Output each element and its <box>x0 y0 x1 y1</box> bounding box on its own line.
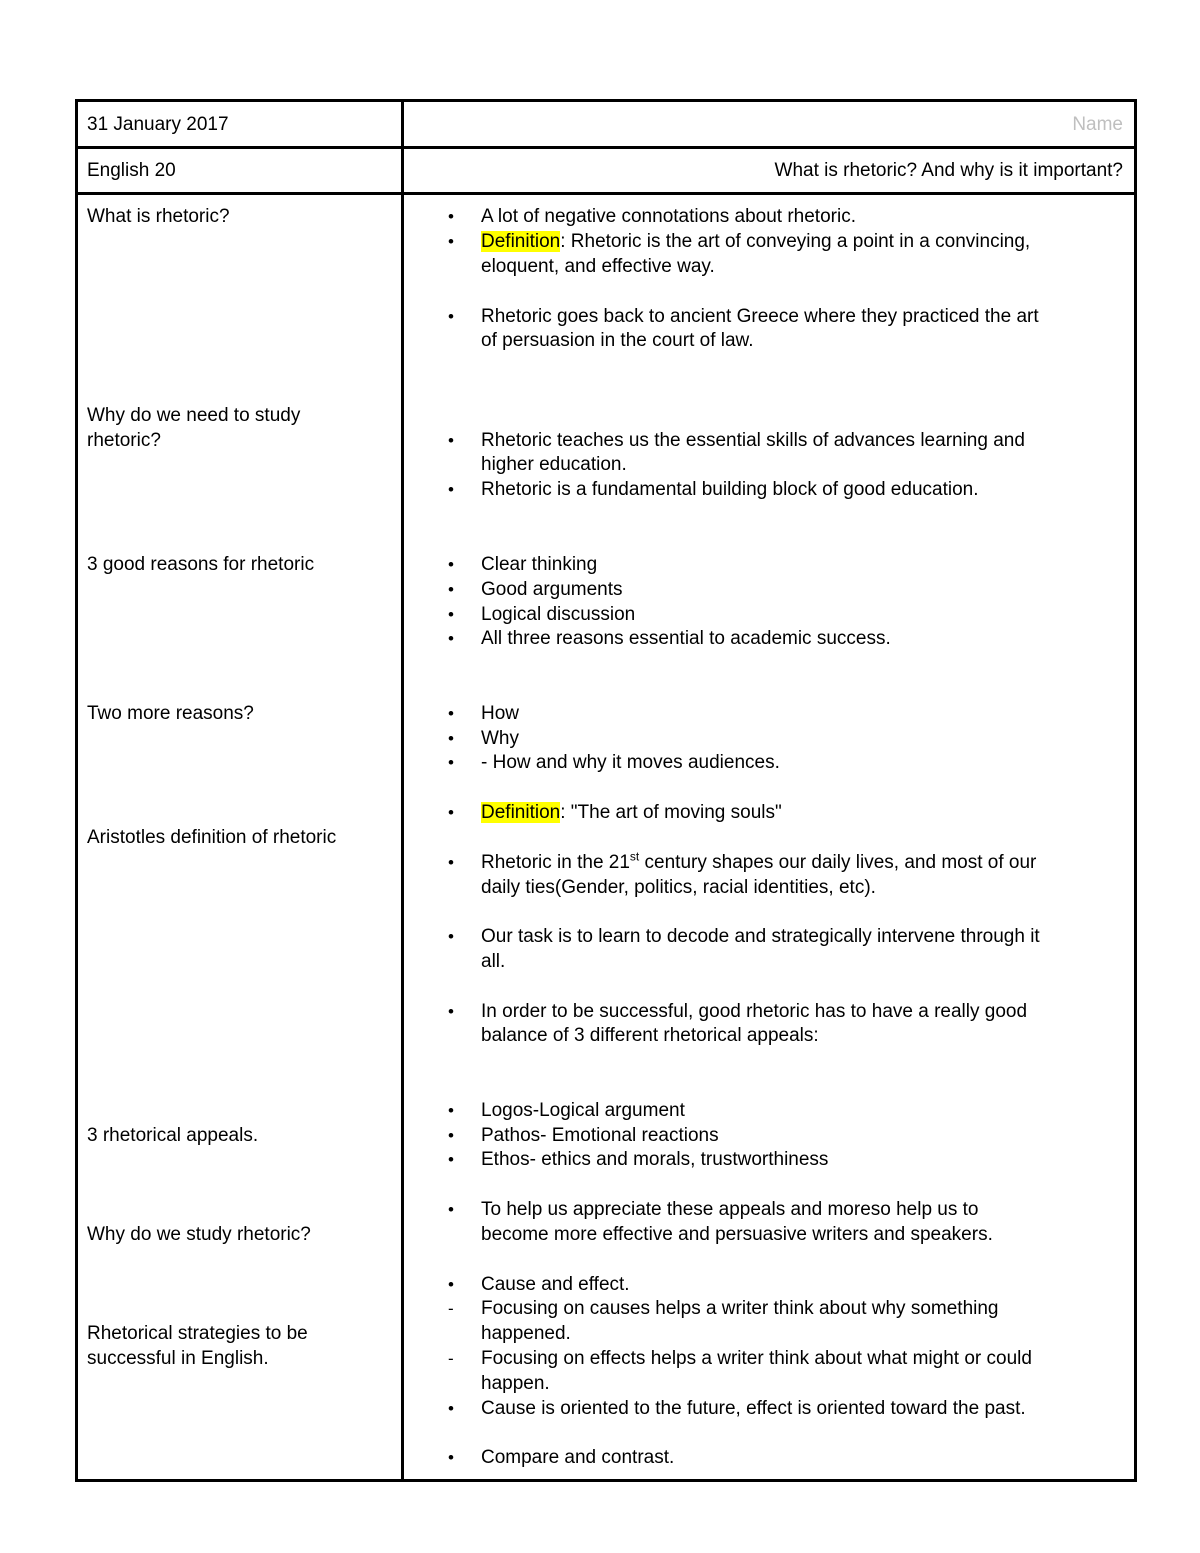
bullet-marker: • <box>448 803 454 822</box>
note-line: balance of 3 different rhetorical appeals: <box>481 1025 819 1046</box>
note-line: Cause and effect. <box>481 1274 630 1295</box>
cue-strategies-line2: successful in English. <box>87 1348 269 1369</box>
definition-highlight: Definition <box>481 231 561 252</box>
note-definition-line <box>481 229 1030 254</box>
bullet-marker: • <box>448 1150 454 1169</box>
note-line: Focusing on causes helps a writer think about why something <box>481 1298 999 1319</box>
note-text: century shapes our daily lives, and most of our <box>639 852 1037 873</box>
cue-three-reasons: 3 good reasons for rhetoric <box>87 554 315 575</box>
note-line: higher education. <box>481 454 627 475</box>
bullet-marker: • <box>448 480 454 499</box>
date-cell: 31 January 2017 <box>87 114 229 135</box>
note-line: Rhetoric goes back to ancient Greece where they practiced the art <box>481 306 1039 327</box>
note-line: Focusing on effects helps a writer think about what might or could <box>481 1348 1032 1369</box>
note-line: become more effective and persuasive writers and speakers. <box>481 1224 993 1245</box>
bullet-marker: • <box>448 1200 454 1219</box>
note-text: Rhetoric in the 21 <box>481 852 630 873</box>
cornell-notes-table <box>75 99 1137 1482</box>
bullet-marker: • <box>448 580 454 599</box>
bullet-marker: • <box>448 1275 454 1294</box>
note-line: all. <box>481 951 506 972</box>
cue-why-we-study: Why do we study rhetoric? <box>87 1224 311 1245</box>
note-line: Cause is oriented to the future, effect is oriented toward the past. <box>481 1398 1026 1419</box>
bullet-marker: • <box>448 431 454 450</box>
cue-two-more-reasons: Two more reasons? <box>87 703 254 724</box>
note-line: A lot of negative connotations about rhetoric. <box>481 206 856 227</box>
bullet-marker: • <box>448 927 454 946</box>
bullet-marker: • <box>448 1101 454 1120</box>
column-divider <box>401 102 404 1479</box>
note-line: Rhetoric teaches us the essential skills of advances learning and <box>481 430 1025 451</box>
note-line: Compare and contrast. <box>481 1447 675 1468</box>
bullet-marker: • <box>448 704 454 723</box>
bullet-marker: • <box>448 1448 454 1467</box>
cue-rhetorical-appeals: 3 rhetorical appeals. <box>87 1125 259 1146</box>
note-line: happen. <box>481 1373 550 1394</box>
dash-marker: - <box>448 1299 454 1318</box>
bullet-marker: • <box>448 1002 454 1021</box>
bullet-marker: • <box>448 1399 454 1418</box>
note-line: Why <box>481 728 519 749</box>
topic-title: What is rhetoric? And why is it important? <box>774 160 1123 181</box>
note-line <box>481 850 1036 875</box>
cue-what-is-rhetoric: What is rhetoric? <box>87 206 230 227</box>
bullet-marker: • <box>448 629 454 648</box>
bullet-marker: • <box>448 555 454 574</box>
note-line: eloquent, and effective way. <box>481 256 715 277</box>
note-line: happened. <box>481 1323 571 1344</box>
bullet-marker: • <box>448 232 454 251</box>
cue-strategies-line1: Rhetorical strategies to be <box>87 1323 308 1344</box>
bullet-marker: • <box>448 1126 454 1145</box>
bullet-marker: • <box>448 853 454 872</box>
cue-why-study-line2: rhetoric? <box>87 430 161 451</box>
row-divider-1 <box>78 146 1134 149</box>
note-line: Logos-Logical argument <box>481 1100 685 1121</box>
note-line: Good arguments <box>481 579 623 600</box>
note-text: : "The art of moving souls" <box>560 802 782 823</box>
note-line: To help us appreciate these appeals and moreso help us to <box>481 1199 979 1220</box>
cue-why-study-line1: Why do we need to study <box>87 405 301 426</box>
ordinal-suffix: st <box>629 849 640 864</box>
name-placeholder: Name <box>1072 114 1123 135</box>
bullet-marker: • <box>448 753 454 772</box>
bullet-marker: • <box>448 605 454 624</box>
note-line: - How and why it moves audiences. <box>481 752 780 773</box>
row-divider-2 <box>78 192 1134 195</box>
note-line: Our task is to learn to decode and strategically intervene through it <box>481 926 1040 947</box>
note-line: Rhetoric is a fundamental building block of good education. <box>481 479 979 500</box>
bullet-marker: • <box>448 307 454 326</box>
note-line: Pathos- Emotional reactions <box>481 1125 719 1146</box>
note-line: In order to be successful, good rhetoric has to have a really good <box>481 1001 1028 1022</box>
note-line: of persuasion in the court of law. <box>481 330 754 351</box>
note-text: : Rhetoric is the art of conveying a point in a convincing, <box>560 231 1031 252</box>
note-line: daily ties(Gender, politics, racial identities, etc). <box>481 877 876 898</box>
note-line: Ethos- ethics and morals, trustworthiness <box>481 1149 829 1170</box>
note-line: All three reasons essential to academic success. <box>481 628 891 649</box>
dash-marker: - <box>448 1349 454 1368</box>
note-line: Logical discussion <box>481 604 636 625</box>
bullet-marker: • <box>448 207 454 226</box>
note-line: How <box>481 703 520 724</box>
bullet-marker: • <box>448 729 454 748</box>
definition-highlight: Definition <box>481 802 561 823</box>
cue-aristotle-definition: Aristotles definition of rhetoric <box>87 827 337 848</box>
note-definition-line <box>481 800 782 825</box>
note-line: Clear thinking <box>481 554 598 575</box>
course-cell: English 20 <box>87 160 176 181</box>
